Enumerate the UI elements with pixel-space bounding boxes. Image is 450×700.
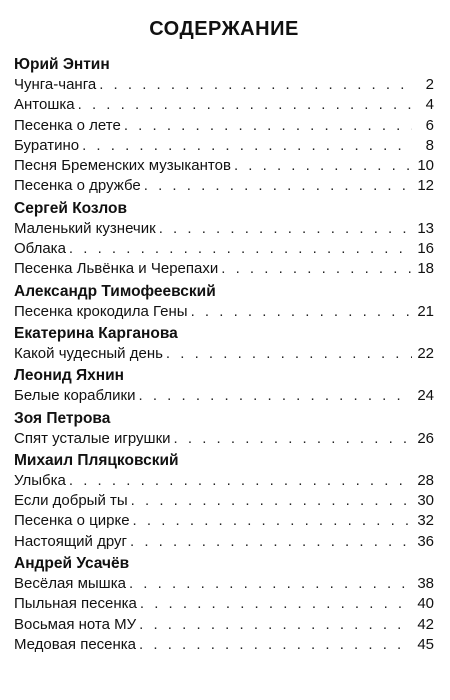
toc-entry xyxy=(14,176,434,196)
toc-entry xyxy=(14,219,434,239)
table-of-contents xyxy=(14,14,434,655)
toc-entry xyxy=(14,532,434,552)
dot-leader xyxy=(69,471,412,491)
toc-entry xyxy=(14,635,434,655)
entry-title: Облака xyxy=(14,240,66,258)
page-title: СОДЕРЖАНИЕ xyxy=(149,18,299,40)
toc-section xyxy=(14,281,434,322)
toc-section xyxy=(14,450,434,552)
entry-list xyxy=(14,471,434,552)
page-number: 32 xyxy=(417,512,434,530)
page-number: 13 xyxy=(417,219,434,237)
entry-title: Песенка о дружбе xyxy=(14,177,141,195)
dot-leader xyxy=(234,156,412,176)
entry-title: Настоящий друг xyxy=(14,532,128,550)
dot-leader xyxy=(174,429,412,449)
dot-leader xyxy=(131,491,412,511)
entry-list xyxy=(14,429,434,449)
page-number: 30 xyxy=(417,492,434,510)
page-number: 22 xyxy=(417,344,434,362)
page-number: 38 xyxy=(417,575,434,593)
dot-leader xyxy=(159,219,412,239)
toc-entry xyxy=(14,429,434,449)
author-heading: Юрий Энтин xyxy=(14,56,110,73)
toc-entry xyxy=(14,95,434,115)
dot-leader xyxy=(140,594,412,614)
entry-title: Улыбка xyxy=(14,471,66,489)
page-number: 6 xyxy=(425,116,434,134)
toc-entry xyxy=(14,491,434,511)
dot-leader xyxy=(82,136,412,156)
page-number: 21 xyxy=(417,302,434,320)
entry-title: Чунга-чанга xyxy=(14,76,97,93)
page-number: 36 xyxy=(417,532,434,550)
toc-sections xyxy=(14,54,434,655)
toc-entry xyxy=(14,594,434,614)
entry-list xyxy=(14,386,434,406)
toc-entry xyxy=(14,136,434,156)
entry-title: Песенка Львёнка и Черепахи xyxy=(14,260,219,278)
dot-leader xyxy=(124,116,412,136)
entry-title: Спят усталые игрушки xyxy=(14,429,171,447)
toc-entry xyxy=(14,574,434,594)
toc-section xyxy=(14,323,434,364)
page-number: 10 xyxy=(417,157,434,175)
page-number: 16 xyxy=(417,240,434,258)
entry-title: Медовая песенка xyxy=(14,635,137,653)
page-number: 2 xyxy=(425,76,434,93)
author-heading: Михаил Пляцковский xyxy=(14,451,179,469)
page-number: 26 xyxy=(417,429,434,447)
dot-leader xyxy=(130,532,412,552)
toc-entry xyxy=(14,259,434,279)
dot-leader xyxy=(144,176,412,196)
entry-list xyxy=(14,219,434,280)
page-number: 40 xyxy=(417,595,434,613)
page-number: 42 xyxy=(417,615,434,633)
entry-list xyxy=(14,574,434,655)
page-number: 4 xyxy=(425,96,434,114)
dot-leader xyxy=(69,239,412,259)
entry-title: Весёлая мышка xyxy=(14,575,126,593)
entry-title: Антошка xyxy=(14,96,75,114)
author-heading: Александр Тимофеевский xyxy=(14,282,216,300)
toc-entry xyxy=(14,156,434,176)
entry-title: Песенка крокодила Гены xyxy=(14,302,188,320)
toc-entry xyxy=(14,116,434,136)
entry-list xyxy=(14,344,434,364)
entry-title: Какой чудесный день xyxy=(14,344,163,362)
toc-entry xyxy=(14,75,434,95)
dot-leader xyxy=(191,302,412,322)
dot-leader xyxy=(129,574,412,594)
entry-title: Буратино xyxy=(14,136,80,154)
dot-leader xyxy=(133,511,412,531)
dot-leader xyxy=(99,75,412,95)
page-number: 18 xyxy=(417,260,434,278)
toc-section xyxy=(14,365,434,406)
entry-title: Пыльная песенка xyxy=(14,595,137,613)
entry-title: Белые кораблики xyxy=(14,387,136,405)
dot-leader xyxy=(138,386,412,406)
page-number: 8 xyxy=(425,136,434,154)
dot-leader xyxy=(221,259,412,279)
entry-list xyxy=(14,302,434,322)
page-number: 28 xyxy=(417,471,434,489)
dot-leader xyxy=(166,344,412,364)
author-heading: Леонид Яхнин xyxy=(14,367,125,385)
toc-entry xyxy=(14,615,434,635)
entry-title: Песенка о цирке xyxy=(14,512,130,530)
toc-section xyxy=(14,198,434,280)
toc-section xyxy=(14,553,434,655)
entry-list xyxy=(14,75,434,197)
author-heading: Екатерина Карганова xyxy=(14,324,178,342)
toc-entry xyxy=(14,239,434,259)
page-number: 24 xyxy=(417,387,434,405)
dot-leader xyxy=(139,635,412,655)
dot-leader xyxy=(139,615,412,635)
entry-title: Песенка о лете xyxy=(14,116,121,134)
entry-title: Если добрый ты xyxy=(14,492,128,510)
author-heading: Сергей Козлов xyxy=(14,199,128,217)
toc-entry xyxy=(14,471,434,491)
toc-entry xyxy=(14,386,434,406)
author-heading: Зоя Петрова xyxy=(14,409,111,427)
page-number: 12 xyxy=(417,177,434,195)
toc-entry xyxy=(14,511,434,531)
author-heading: Андрей Усачёв xyxy=(14,555,130,573)
page-number: 45 xyxy=(417,635,434,653)
toc-entry xyxy=(14,344,434,364)
entry-title: Восьмая нота МУ xyxy=(14,615,137,633)
entry-title: Песня Бременских музыкантов xyxy=(14,157,231,175)
toc-entry xyxy=(14,302,434,322)
toc-section xyxy=(14,54,434,197)
entry-title: Маленький кузнечик xyxy=(14,219,156,237)
dot-leader xyxy=(78,95,412,115)
toc-section xyxy=(14,408,434,449)
